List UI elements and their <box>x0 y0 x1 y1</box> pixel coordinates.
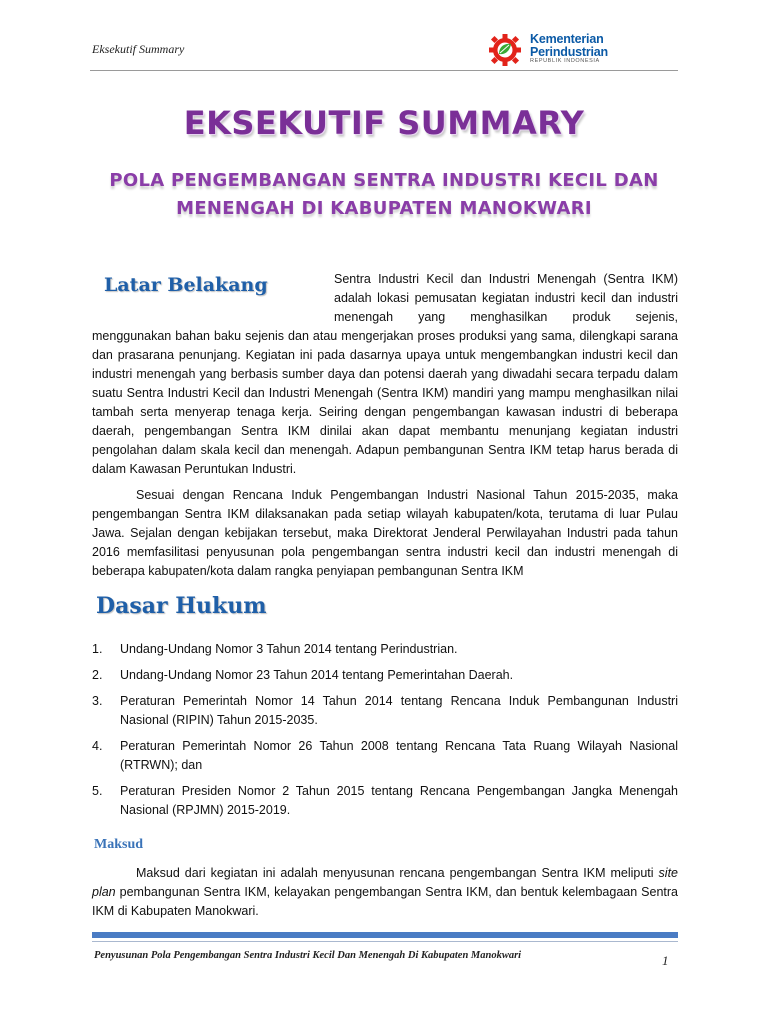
heading-maksud: Maksud <box>94 837 144 852</box>
list-item <box>92 640 678 659</box>
footer-divider <box>92 941 678 942</box>
latar-paragraph-intro: Sentra Industri Kecil dan Industri Menengah (Sentra IKM) adalah lokasi pemusatan kegiatan industri kecil dan industri menengah yang menghasilkan produk sejenis, <box>334 272 678 324</box>
list-item <box>92 782 678 820</box>
list-item-number: 4. <box>92 739 103 753</box>
list-item <box>92 737 678 775</box>
list-item-number: 3. <box>92 694 103 708</box>
list-item-text: Undang-Undang Nomor 23 Tahun 2014 tentang Pemerintahan Daerah. <box>120 668 514 682</box>
list-item-text: Undang-Undang Nomor 3 Tahun 2014 tentang Perindustrian. <box>120 642 458 656</box>
footer-accent-bar <box>92 932 678 938</box>
list-item-number: 2. <box>92 668 103 682</box>
list-item-text: Peraturan Pemerintah Nomor 26 Tahun 2008 tentang Rencana Tata Ruang Wilayah Nasional (RTRWN); dan <box>120 739 678 772</box>
document-subtitle-line1: POLA PENGEMBANGAN SENTRA INDUSTRI KECIL DAN <box>109 170 659 191</box>
list-item-number: 5. <box>92 784 103 798</box>
maksud-text-before: Maksud dari kegiatan ini adalah menyusunan rencana pengembangan Sentra IKM meliputi <box>136 866 659 880</box>
running-header-title: Eksekutif Summary <box>92 42 185 56</box>
list-item-text: Peraturan Presiden Nomor 2 Tahun 2015 tentang Rencana Pengembangan Jangka Menengah Nasional (RPJMN) 2015-2019. <box>120 784 678 817</box>
heading-latar-belakang: Latar Belakang <box>104 274 268 296</box>
logo-line-republik: REPUBLIK INDONESIA <box>530 58 600 64</box>
maksud-text-site-plan: site plan <box>92 866 678 899</box>
ministry-logo <box>486 30 661 70</box>
heading-dasar-hukum: Dasar Hukum <box>96 593 267 619</box>
latar-paragraph-2: Sesuai dengan Rencana Induk Pengembangan Industri Nasional Tahun 2015-2035, maka pengembangan Sentra IKM dilaksanakan pada setiap wilayah kabupaten/kota, terutama di luar Pulau Jawa. Sejalan dengan kebijakan tersebut, maka Direktorat Jenderal Perwilayahan Industri pada tahun 2016 memfasilitasi penyusunan pola pengembangan sentra industri kecil dan industri menengah di beberapa kabupaten/kota dalam rangka penyiapan pembangunan Sentra IKM <box>92 488 678 578</box>
list-item-text: Peraturan Pemerintah Nomor 14 Tahun 2014 tentang Rencana Induk Pembangunan Industri Nasional (RIPIN) Tahun 2015-2035. <box>120 694 678 727</box>
legal-basis-list <box>92 640 678 827</box>
header-divider <box>90 70 678 71</box>
page-number: 1 <box>662 953 669 968</box>
footer-document-title: Penyusunan Pola Pengembangan Sentra Industri Kecil Dan Menengah Di Kabupaten Manokwari <box>94 950 522 961</box>
gear-leaf-logo-icon <box>486 32 524 68</box>
list-item <box>92 666 678 685</box>
latar-paragraph-continued: menggunakan bahan baku sejenis dan atau mengerjakan proses produksi yang sama, dilengkapi sarana dan prasarana penunjang. Kegiatan ini pada dasarnya upaya untuk mengembangkan industri kecil dan industri menengah yang berbasis sumber daya dan potensi daerah yang diwadahi secara terpadu dalam suatu Sentra Industri Kecil dan Industri Menengah (Sentra IKM) mandiri yang mampu menghasilkan nilai tambah serta menyerap tenaga kerja. Seiring dengan pengembangan kawasan industri di beberapa daerah, pengembangan Sentra IKM dinilai akan dapat membantu menunjang kegiatan industri pengolahan dalam skala kecil dan menengah. Adapun pembangunan Sentra IKM tetap harus berada di dalam Kawasan Peruntukan Industri. <box>92 329 678 476</box>
document-title: EKSEKUTIF SUMMARY <box>183 104 585 142</box>
logo-line-perindustrian: Perindustrian <box>530 44 608 59</box>
document-subtitle-line2: MENENGAH DI KABUPATEN MANOKWARI <box>176 198 592 219</box>
logo-line-kementerian: Kementerian <box>530 32 604 46</box>
list-item-number: 1. <box>92 642 103 656</box>
maksud-text-after: pembangunan Sentra IKM, kelayakan pengembangan Sentra IKM, dan bentuk kelembagaan Sentra IKM di Kabupaten Manokwari. <box>92 885 678 918</box>
list-item <box>92 692 678 730</box>
maksud-paragraph <box>92 864 678 921</box>
